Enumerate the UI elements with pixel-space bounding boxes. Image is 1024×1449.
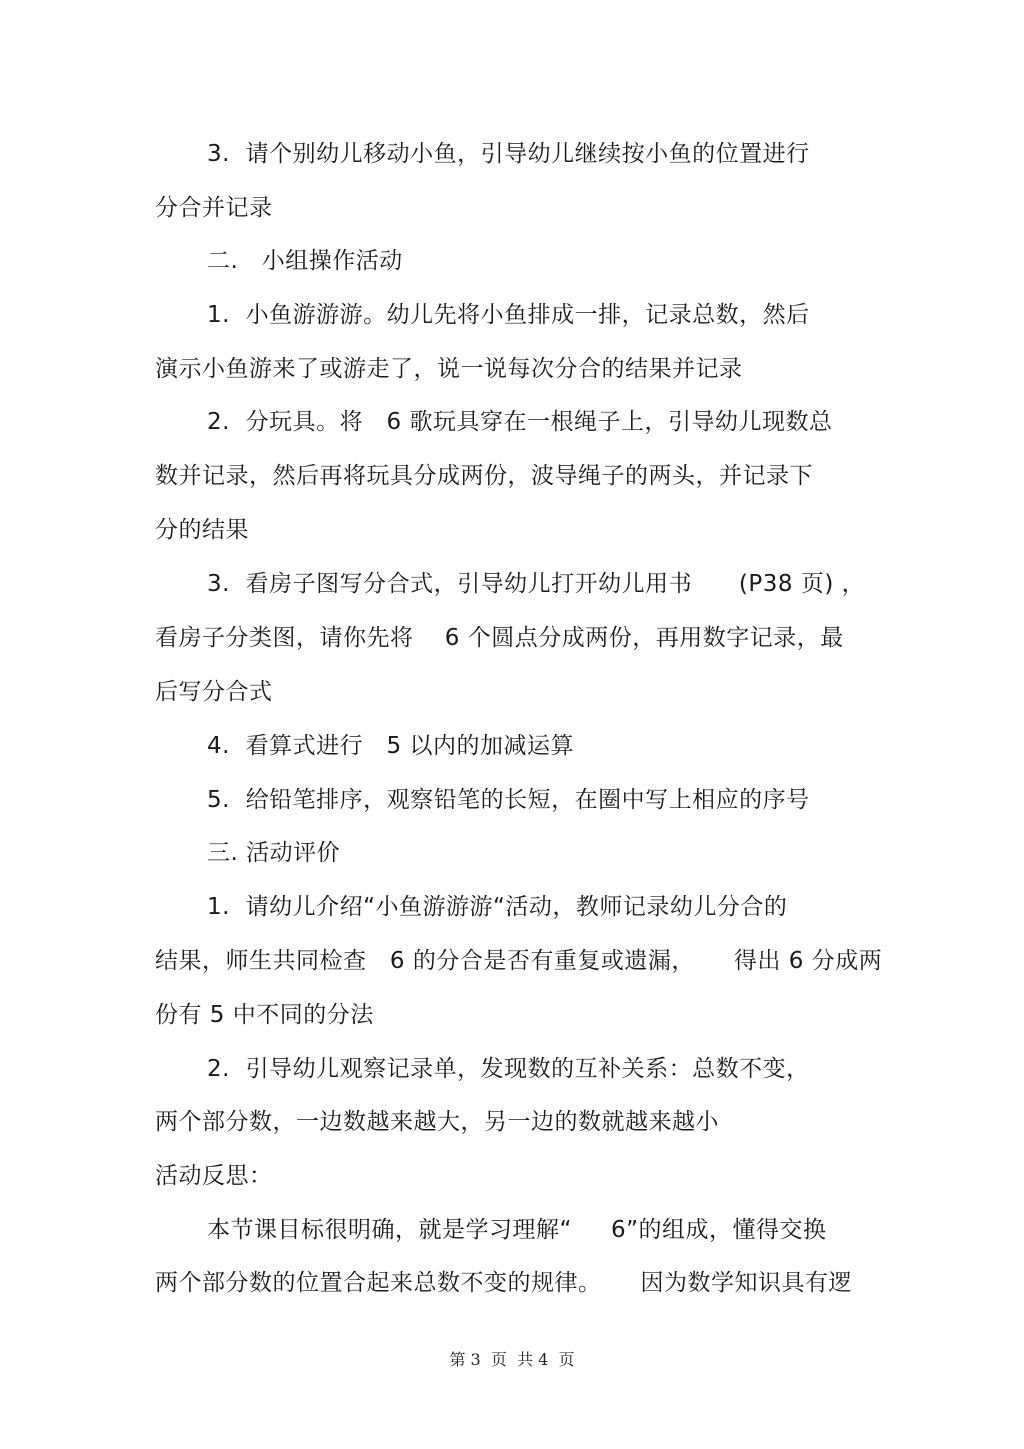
text-line: 5. 给铅笔排序，观察铅笔的长短，在圈中写上相应的序号 [207, 787, 810, 813]
text-line: 2. 分玩具。将 6 歌玩具穿在一根绳子上，引导幼儿现数总 [207, 409, 833, 435]
text-line: 3. 看房子图写分合式，引导幼儿打开幼儿用书 (P38 页) ， [207, 571, 866, 597]
text-line: 看房子分类图，请你先将 6 个圆点分成两份，再用数字记录，最 [155, 625, 844, 651]
text-line: 本节课目标很明确，就是学习理解“ 6”的组成，懂得交换 [207, 1217, 827, 1243]
section-heading: 活动反思： [155, 1163, 273, 1189]
text-line: 分的结果 [155, 517, 249, 543]
text-line: 2. 引导幼儿观察记录单，发现数的互补关系：总数不变， [207, 1056, 810, 1082]
text-line: 份有 5 中不同的分法 [155, 1002, 374, 1028]
text-line: 两个部分数，一边数越来越大，另一边的数就越来越小 [155, 1109, 719, 1135]
text-line: 结果，师生共同检查 6 的分合是否有重复或遗漏， 得出 6 分成两 [155, 948, 883, 974]
text-line: 1. 请幼儿介绍“小鱼游游游“活动，教师记录幼儿分合的 [207, 894, 788, 920]
text-line: 3. 请个别幼儿移动小鱼，引导幼儿继续按小鱼的位置进行 [207, 141, 810, 167]
text-line: 演示小鱼游来了或游走了，说一说每次分合的结果并记录 [155, 356, 743, 382]
text-line: 1. 小鱼游游游。幼儿先将小鱼排成一排，记录总数，然后 [207, 302, 810, 328]
section-heading: 三. 活动评价 [207, 840, 341, 866]
text-line: 数并记录，然后再将玩具分成两份，波导绳子的两头，并记录下 [155, 463, 813, 489]
text-line: 后写分合式 [155, 679, 273, 705]
text-line: 分合并记录 [155, 195, 273, 221]
page-footer: 第 3 页 共 4 页 [449, 1350, 575, 1369]
text-line: 4. 看算式进行 5 以内的加减运算 [207, 733, 574, 759]
text-line: 两个部分数的位置合起来总数不变的规律。 因为数学知识具有逻 [155, 1270, 853, 1296]
section-heading: 二. 小组操作活动 [207, 248, 403, 274]
